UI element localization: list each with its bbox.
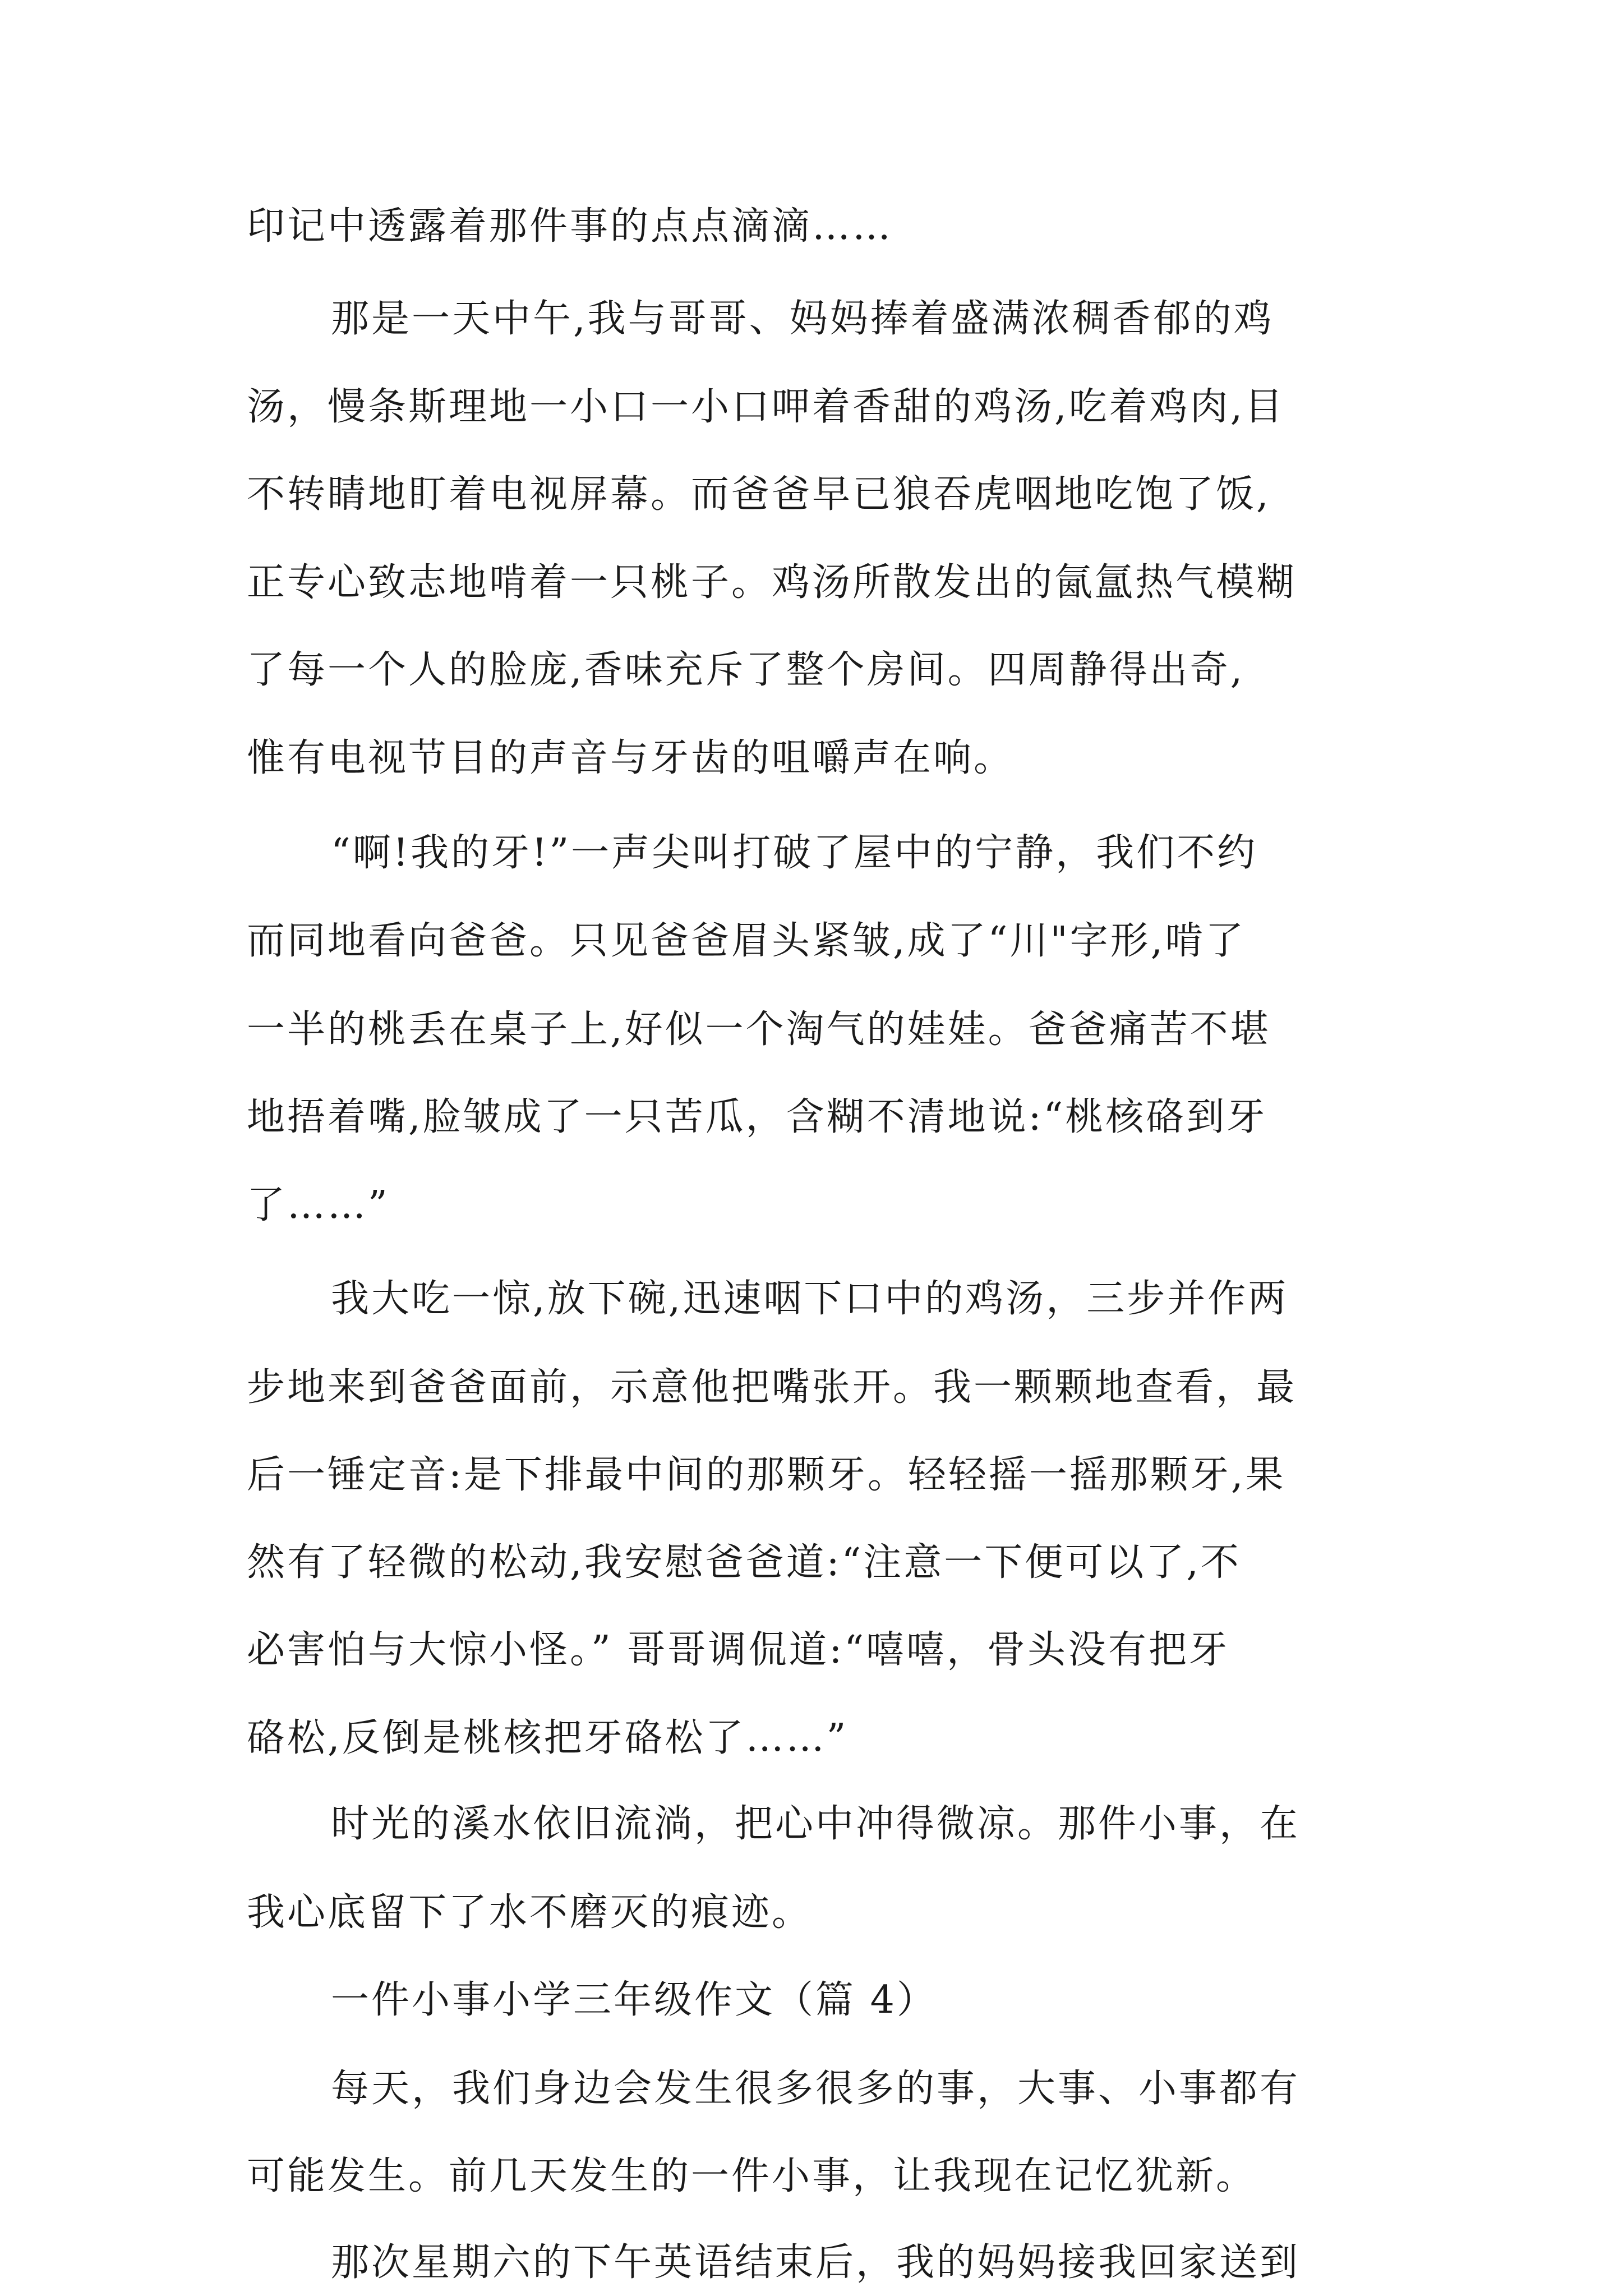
text-line: 不转睛地盯着电视屏幕。而爸爸早已狼吞虎咽地吃饱了饭, [247,472,1271,517]
text-line: “啊!我的牙!”一声尖叫打破了屋中的宁静，我们不约 [331,831,1258,875]
text-line: 那是一天中午,我与哥哥、妈妈捧着盛满浓稠香郁的鸡 [331,297,1274,341]
section-heading: 一件小事小学三年级作文（篇 4） [331,1978,937,2022]
text-line: 了……” [247,1183,390,1227]
text-line: 一半的桃丢在桌子上,好似一个淘气的娃娃。爸爸痛苦不堪 [247,1007,1271,1052]
text-line: 必害怕与大惊小怪。” 哥哥调侃道:“嘻嘻，骨头没有把牙 [247,1628,1230,1672]
text-line: 了每一个人的脸庞,香味充斥了整个房间。四周静得出奇, [247,648,1245,692]
text-line: 每天，我们身边会发生很多很多的事，大事、小事都有 [331,2067,1301,2111]
text-line: 我心底留下了水不磨灭的痕迹。 [247,1890,813,1935]
text-line: 地捂着嘴,脸皱成了一只苦瓜，含糊不清地说:“桃核硌到牙 [247,1095,1267,1139]
text-line: 然有了轻微的松动,我安慰爸爸道:“注意一下便可以了,不 [247,1540,1241,1585]
text-line: 而同地看向爸爸。只见爸爸眉头紧皱,成了“川"字形,啃了 [247,919,1246,963]
text-line: 时光的溪水依旧流淌，把心中冲得微凉。那件小事，在 [331,1802,1301,1846]
text-line: 可能发生。前几天发生的一件小事，让我现在记忆犹新。 [247,2154,1257,2198]
text-line: 后一锤定音:是下排最中间的那颗牙。轻轻摇一摇那颗牙,果 [247,1453,1286,1497]
text-line: 我大吃一惊,放下碗,迅速咽下口中的鸡汤，三步并作两 [331,1277,1289,1321]
text-line: 硌松,反倒是桃核把牙硌松了……” [247,1716,849,1760]
text-line: 那次星期六的下午英语结束后，我的妈妈接我回家送到 [331,2240,1301,2285]
text-line: 汤，慢条斯理地一小口一小口呷着香甜的鸡汤,吃着鸡肉,目 [247,385,1285,429]
text-line: 印记中透露着那件事的点点滴滴…… [247,204,893,249]
text-line: 正专心致志地啃着一只桃子。鸡汤所散发出的氤氲热气模糊 [247,560,1297,605]
text-line: 惟有电视节目的声音与牙齿的咀嚼声在响。 [247,736,1015,780]
text-line: 步地来到爸爸面前，示意他把嘴张开。我一颗颗地查看，最 [247,1365,1297,1410]
